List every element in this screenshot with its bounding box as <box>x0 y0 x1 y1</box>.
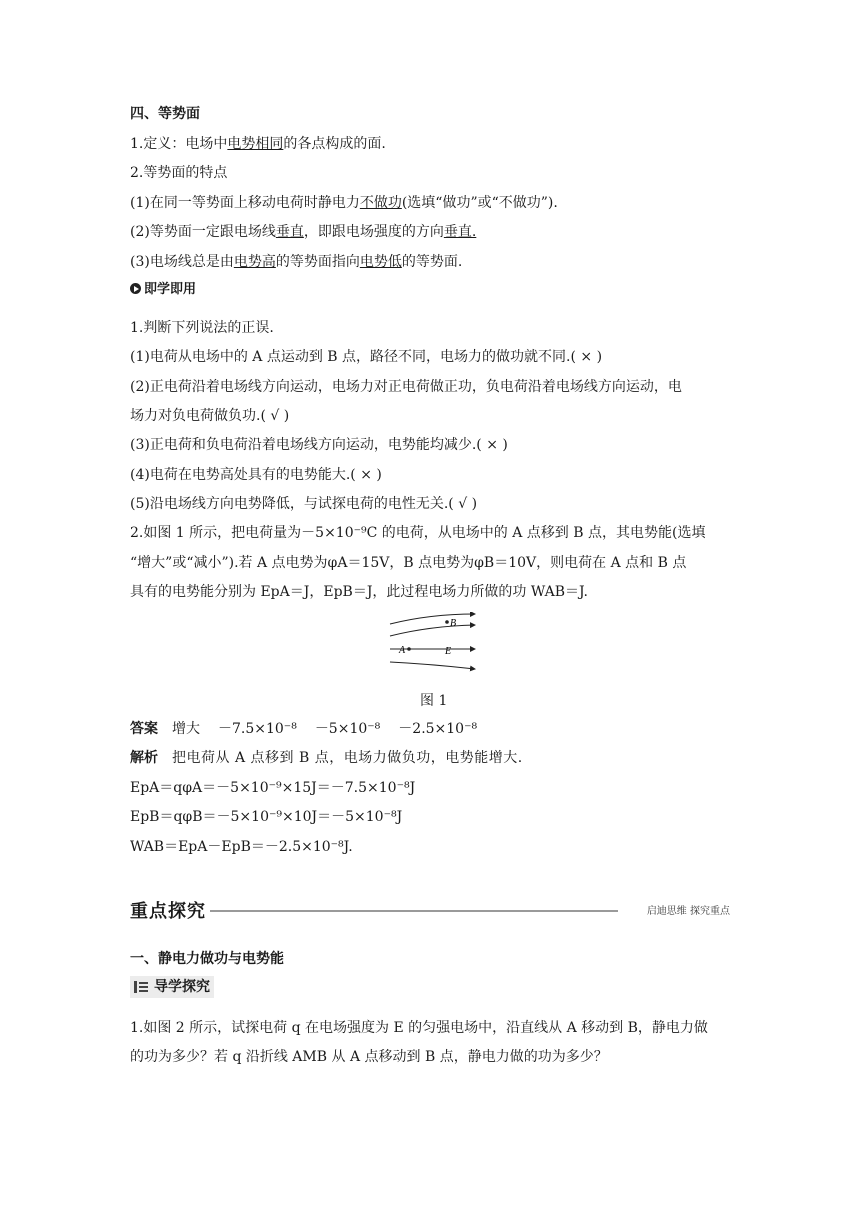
section-banner-title: 重点探究 <box>130 901 206 922</box>
section-banner <box>130 897 730 923</box>
feature-1-prefix: (1)在同一等势面上移动电荷时静电力 <box>130 195 360 211</box>
solution-label: 解析 <box>130 750 158 766</box>
practice-heading-text: 即学即用 <box>144 282 197 297</box>
solution-text: 把电荷从 A 点移到 B 点，电场力做负功，电势能增大. <box>172 750 523 766</box>
definition-line <box>130 134 386 154</box>
question-1-item: (2)正电荷沿着电场线方向运动，电场力对正电荷做正功，负电荷沿着电场线方向运动，电 <box>130 379 682 395</box>
feature-3-prefix: (3)电场线总是由 <box>130 254 234 270</box>
field-line <box>390 662 475 669</box>
answer-item: －5×10⁻⁸ <box>314 721 381 737</box>
question-1-item: 场力对负电荷做负功.( √ ) <box>130 408 290 424</box>
list-icon <box>134 981 148 993</box>
definition-key: 电势相同 <box>227 136 284 152</box>
feature-2 <box>130 222 476 242</box>
feature-3-key1: 电势高 <box>233 254 276 270</box>
guided-inquiry-tag-text: 导学探究 <box>154 979 210 995</box>
equation-2: EpB＝qφB＝－5×10⁻⁹×10J＝－5×10⁻⁸J <box>130 809 403 825</box>
answer-line <box>130 719 495 739</box>
feature-2-key2: 垂直. <box>443 224 477 240</box>
definition-suffix: 的各点构成的面. <box>283 136 386 152</box>
figure-caption: 图 1 <box>420 693 448 709</box>
section-banner-subtitle: 启迪思维 探究重点 <box>646 906 730 917</box>
point-b-dot <box>445 620 449 624</box>
feature-3-suffix: 的等势面. <box>401 254 463 270</box>
label-e: E <box>445 646 452 657</box>
question-1-item: (5)沿电场线方向电势降低，与试探电荷的电性无关.( √ ) <box>130 496 478 512</box>
question-2-line: 具有的电势能分别为 EpA＝J，EpB＝J，此过程电场力所做的功 WAB＝J. <box>130 584 588 600</box>
section-banner-divider <box>210 910 618 912</box>
question-1-item: (1)电荷从电场中的 A 点运动到 B 点，路径不同，电场力的做功就不同.( × ) <box>130 349 603 365</box>
question-2-line: 2.如图 1 所示，把电荷量为－5×10⁻⁹C 的电荷，从电场中的 A 点移到 B 点，其电势能(选填 <box>130 525 706 541</box>
guided-inquiry-tag <box>130 976 214 998</box>
answer-label: 答案 <box>130 721 158 737</box>
feature-3-middle: 的等势面指向 <box>275 254 360 270</box>
field-line <box>390 614 475 624</box>
point-a-dot <box>407 647 411 651</box>
inquiry-question-line: 1.如图 2 所示，试探电荷 q 在电场强度为 E 的匀强电场中，沿直线从 A 移动到 B，静电力做 <box>130 1020 708 1036</box>
practice-heading <box>130 280 196 300</box>
features-title: 2.等势面的特点 <box>130 165 228 181</box>
feature-2-prefix: (2)等势面一定跟电场线 <box>130 224 276 240</box>
solution-line <box>130 748 523 768</box>
feature-3-key2: 电势低 <box>359 254 402 270</box>
label-b: B <box>450 618 457 629</box>
section-heading-equipotential: 四、等势面 <box>130 106 200 122</box>
question-1-item: (3)正电荷和负电荷沿着电场线方向运动，电势能均减少.( × ) <box>130 437 508 453</box>
inquiry-question-line: 的功为多少？若 q 沿折线 AMB 从 A 点移动到 B 点，静电力做的功为多少？ <box>130 1049 608 1065</box>
feature-3 <box>130 252 462 272</box>
feature-1-key: 不做功 <box>359 195 402 211</box>
answer-item: －7.5×10⁻⁸ <box>218 721 297 737</box>
question-2-line: “增大”或“减小”).若 A 点电势为φA＝15V，B 点电势为φB＝10V，则电荷在 A 点和 B 点 <box>130 555 687 571</box>
feature-2-middle: ，即跟电场强度的方向 <box>303 224 444 240</box>
feature-1-suffix: (选填“做功”或“不做功”). <box>401 195 558 211</box>
label-a: A <box>399 645 406 656</box>
equation-3: WAB＝EpA－EpB＝－2.5×10⁻⁸J. <box>130 839 353 855</box>
play-circle-icon <box>130 283 141 294</box>
answer-item: －2.5×10⁻⁸ <box>398 721 478 737</box>
equation-1: EpA＝qφA＝－5×10⁻⁹×15J＝－7.5×10⁻⁸J <box>130 780 416 796</box>
answer-item: 增大 <box>172 721 200 737</box>
field-line <box>390 625 475 636</box>
electric-field-figure <box>385 612 485 676</box>
definition-prefix: 1.定义：电场中 <box>130 136 228 152</box>
feature-1 <box>130 193 558 213</box>
sub-heading: 一、静电力做功与电势能 <box>130 951 284 967</box>
feature-2-key1: 垂直 <box>275 224 304 240</box>
question-1-title: 1.判断下列说法的正误. <box>130 320 274 336</box>
question-1-item: (4)电荷在电势高处具有的电势能大.( × ) <box>130 467 382 483</box>
